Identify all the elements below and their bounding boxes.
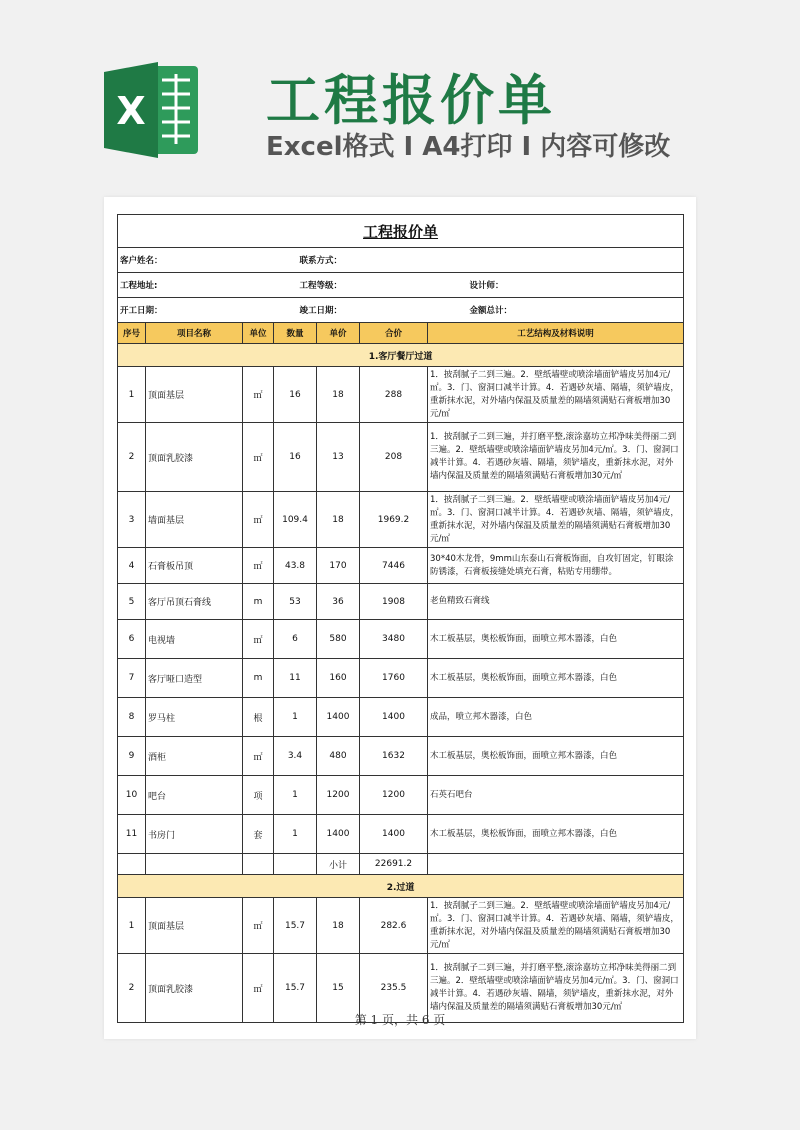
item-quantity: 11 (274, 659, 317, 698)
item-description: 30*40木龙骨，9mm山东泰山石膏板饰面，自攻钉固定，钉眼涂防锈漆，石膏板接缝处填充石膏，粘贴专用绷带。 (428, 548, 684, 584)
col-header: 合价 (360, 323, 428, 344)
sheet-title: 工程报价单 (118, 215, 684, 248)
item-unit: m (243, 584, 274, 620)
item-quantity: 16 (274, 423, 317, 492)
table-row (118, 620, 684, 659)
item-name: 酒柜 (146, 737, 243, 776)
item-name: 电视墙 (146, 620, 243, 659)
info-row (118, 248, 684, 273)
col-header: 数量 (274, 323, 317, 344)
row-number: 9 (118, 737, 146, 776)
page-footer: 第 1 页，共 6 页 (354, 1013, 446, 1027)
item-unit-price: 160 (317, 659, 360, 698)
row-number: 2 (118, 954, 146, 1023)
col-header: 工艺结构及材料说明 (428, 323, 684, 344)
item-quantity: 53 (274, 584, 317, 620)
item-quantity: 15.7 (274, 898, 317, 954)
item-description: 老鱼精致石膏线 (428, 584, 684, 620)
finish-date-label: 竣工日期： (274, 298, 428, 323)
row-number: 6 (118, 620, 146, 659)
item-amount: 3480 (360, 620, 428, 659)
item-description: 木工板基层，奥松板饰面，面喷立邦木器漆，白色 (428, 620, 684, 659)
subtotal-value: 22691.2 (360, 854, 428, 875)
item-description: 1．披刮腻子二到三遍，并打磨平整,滚涂嘉坊立邦净味美得丽二到三遍。2．壁纸墙壁或喷涂墙面铲墙皮另加4元/㎡。3．门、窗洞口减半计算。4．若遇砂灰墙、隔墙，须铲墙皮，重新抹水泥，对外墙内保温及质量差的隔墙须满贴石膏板增加30元/㎡ (428, 423, 684, 492)
col-header: 序号 (118, 323, 146, 344)
item-quantity: 1 (274, 815, 317, 854)
contact-label: 联系方式： (274, 248, 684, 273)
item-amount: 282.6 (360, 898, 428, 954)
client-label: 客户姓名： (118, 248, 274, 273)
item-amount: 208 (360, 423, 428, 492)
col-header: 单价 (317, 323, 360, 344)
item-unit-price: 480 (317, 737, 360, 776)
table-row (118, 898, 684, 954)
item-name: 客厅吊顶石膏线 (146, 584, 243, 620)
item-description: 1．披刮腻子二到三遍。2．壁纸墙壁或喷涂墙面铲墙皮另加4元/㎡。3．门、窗洞口减半计算。4．若遇砂灰墙、隔墙，须铲墙皮，重新抹水泥，对外墙内保温及质量差的隔墙须满贴石膏板增加30元/㎡ (428, 367, 684, 423)
item-description: 1．披刮腻子二到三遍。2．壁纸墙壁或喷涂墙面铲墙皮另加4元/㎡。3．门、窗洞口减半计算。4．若遇砂灰墙、隔墙，须铲墙皮，重新抹水泥，对外墙内保温及质量差的隔墙须满贴石膏板增加30元/㎡ (428, 898, 684, 954)
item-amount: 1908 (360, 584, 428, 620)
item-description: 1．披刮腻子二到三遍。2．壁纸墙壁或喷涂墙面铲墙皮另加4元/㎡。3．门、窗洞口减半计算。4．若遇砂灰墙、隔墙，须铲墙皮，重新抹水泥，对外墙内保温及质量差的隔墙须满贴石膏板增加30元/㎡ (428, 492, 684, 548)
designer-label: 设计师： (428, 273, 684, 298)
table-row (118, 698, 684, 737)
section-title: 1.客厅餐厅过道 (118, 344, 684, 367)
row-number: 7 (118, 659, 146, 698)
item-unit-price: 18 (317, 367, 360, 423)
quote-table (117, 214, 684, 1023)
item-description: 成品，喷立邦木器漆，白色 (428, 698, 684, 737)
item-unit: ㎡ (243, 492, 274, 548)
table-row (118, 815, 684, 854)
item-description: 木工板基层，奥松板饰面，面喷立邦木器漆，白色 (428, 659, 684, 698)
banner-subtitle: Excel格式 I A4打印 I 内容可修改 (266, 132, 671, 162)
item-amount: 1632 (360, 737, 428, 776)
item-unit: 套 (243, 815, 274, 854)
item-description: 木工板基层，奥松板饰面，面喷立邦木器漆，白色 (428, 815, 684, 854)
item-unit: 项 (243, 776, 274, 815)
item-quantity: 15.7 (274, 954, 317, 1023)
item-unit: ㎡ (243, 548, 274, 584)
document-page (104, 197, 696, 1039)
item-quantity: 1 (274, 698, 317, 737)
row-number: 1 (118, 898, 146, 954)
item-name: 墙面基层 (146, 492, 243, 548)
row-number: 8 (118, 698, 146, 737)
item-amount: 1969.2 (360, 492, 428, 548)
total-label: 金额总计： (428, 298, 684, 323)
item-unit-price: 1200 (317, 776, 360, 815)
subtotal-row (118, 854, 684, 875)
item-unit: ㎡ (243, 423, 274, 492)
subtotal-label: 小计 (317, 854, 360, 875)
banner-title: 工程报价单 (266, 69, 556, 132)
item-unit: 根 (243, 698, 274, 737)
table-row (118, 548, 684, 584)
item-name: 顶面乳胶漆 (146, 954, 243, 1023)
item-amount: 1760 (360, 659, 428, 698)
item-amount: 235.5 (360, 954, 428, 1023)
item-unit-price: 580 (317, 620, 360, 659)
info-row (118, 273, 684, 298)
item-name: 罗马柱 (146, 698, 243, 737)
banner (0, 0, 800, 190)
item-unit: ㎡ (243, 898, 274, 954)
address-label: 工程地址: (118, 273, 274, 298)
item-unit-price: 1400 (317, 815, 360, 854)
item-quantity: 109.4 (274, 492, 317, 548)
row-number: 2 (118, 423, 146, 492)
item-name: 石膏板吊顶 (146, 548, 243, 584)
row-number: 1 (118, 367, 146, 423)
item-amount: 1400 (360, 698, 428, 737)
item-unit-price: 18 (317, 492, 360, 548)
item-name: 顶面基层 (146, 367, 243, 423)
grade-label: 工程等级： (274, 273, 428, 298)
table-row (118, 584, 684, 620)
row-number: 5 (118, 584, 146, 620)
section-title: 2.过道 (118, 875, 684, 898)
item-unit: ㎡ (243, 367, 274, 423)
item-unit: m (243, 659, 274, 698)
item-unit-price: 1400 (317, 698, 360, 737)
item-unit-price: 15 (317, 954, 360, 1023)
table-row (118, 737, 684, 776)
table-header-row (118, 323, 684, 344)
item-description: 1．披刮腻子二到三遍，并打磨平整,滚涂嘉坊立邦净味美得丽二到三遍。2．壁纸墙壁或喷涂墙面铲墙皮另加4元/㎡。3．门、窗洞口减半计算。4．若遇砂灰墙、隔墙，须铲墙皮，重新抹水泥，对外墙内保温及质量差的隔墙须满贴石膏板增加30元/㎡ (428, 954, 684, 1023)
row-number: 11 (118, 815, 146, 854)
item-unit: ㎡ (243, 954, 274, 1023)
item-quantity: 1 (274, 776, 317, 815)
info-row (118, 298, 684, 323)
start-date-label: 开工日期： (118, 298, 274, 323)
col-header: 单位 (243, 323, 274, 344)
item-description: 石英石吧台 (428, 776, 684, 815)
item-unit: ㎡ (243, 620, 274, 659)
item-unit: ㎡ (243, 737, 274, 776)
row-number: 3 (118, 492, 146, 548)
item-description: 木工板基层，奥松板饰面，面喷立邦木器漆，白色 (428, 737, 684, 776)
col-header: 项目名称 (146, 323, 243, 344)
table-row (118, 367, 684, 423)
item-name: 吧台 (146, 776, 243, 815)
item-amount: 1400 (360, 815, 428, 854)
item-unit-price: 18 (317, 898, 360, 954)
table-row (118, 659, 684, 698)
item-quantity: 16 (274, 367, 317, 423)
row-number: 10 (118, 776, 146, 815)
item-name: 顶面基层 (146, 898, 243, 954)
item-name: 客厅哑口造型 (146, 659, 243, 698)
excel-icon (100, 58, 202, 162)
item-amount: 288 (360, 367, 428, 423)
item-unit-price: 13 (317, 423, 360, 492)
item-unit-price: 36 (317, 584, 360, 620)
table-row (118, 776, 684, 815)
table-row (118, 492, 684, 548)
item-quantity: 43.8 (274, 548, 317, 584)
excel-icon-letter: X (116, 89, 146, 133)
item-quantity: 6 (274, 620, 317, 659)
row-number: 4 (118, 548, 146, 584)
table-row (118, 423, 684, 492)
item-amount: 7446 (360, 548, 428, 584)
item-quantity: 3.4 (274, 737, 317, 776)
item-amount: 1200 (360, 776, 428, 815)
item-name: 书房门 (146, 815, 243, 854)
item-unit-price: 170 (317, 548, 360, 584)
item-name: 顶面乳胶漆 (146, 423, 243, 492)
